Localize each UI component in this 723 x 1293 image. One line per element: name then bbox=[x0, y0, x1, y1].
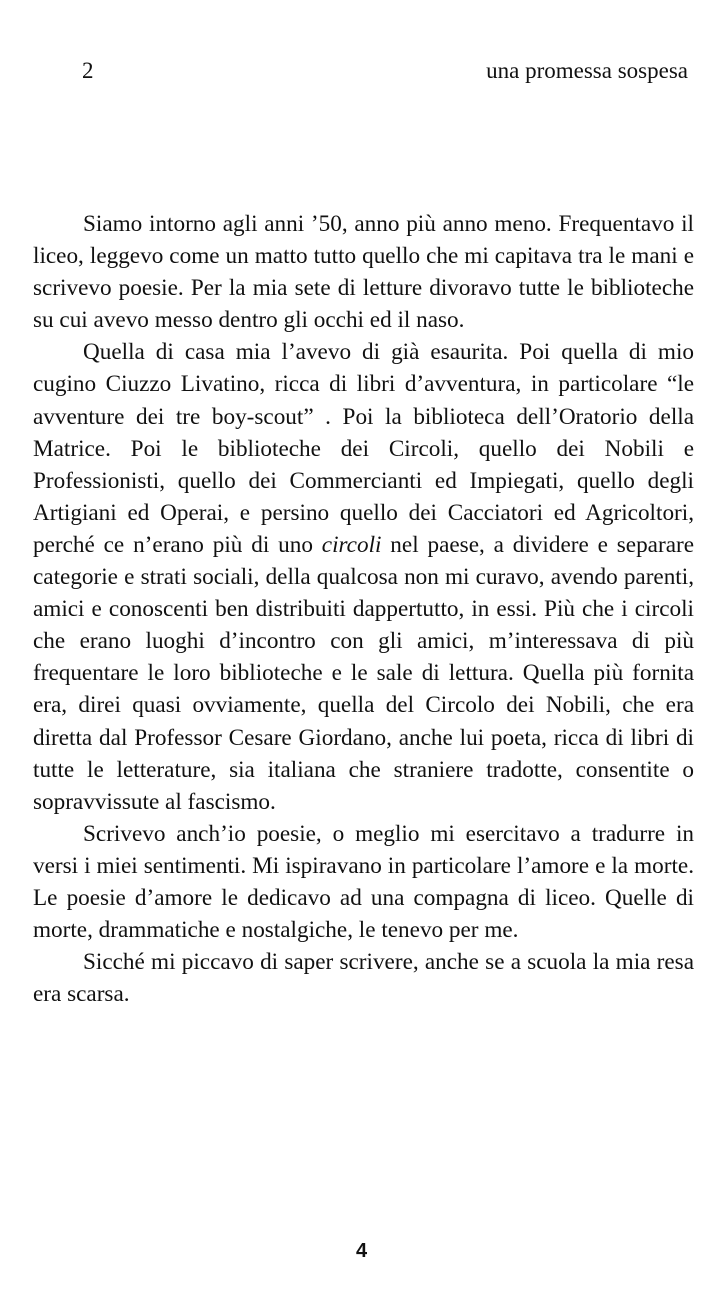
folio-page-number: 4 bbox=[355, 1240, 368, 1262]
paragraph-3: Scrivevo anch’io poesie, o meglio mi esercitavo a tradurre in versi i miei sentimenti. Mi ispiravano in particolare l’amore e la morte. Le poesie d’amore le dedicavo ad una compagna di liceo. Quelle di morte, drammatiche e nostalgiche, le tenevo per me. bbox=[33, 820, 694, 944]
running-header bbox=[0, 58, 723, 94]
paragraph-2-part-2: nel paese, a dividere e separare categorie e strati sociali, della qualcosa non mi curavo, avendo parenti, amici e conoscenti ben distribuiti dappertutto, in essi. Più che i circoli che erano luoghi d’incontro con gli amici, m’interessava di più frequentare le loro biblioteche e le sale di lettura. Quella più fornita era, direi quasi ovviamente, quella del Circolo dei Nobili, che era diretta dal Professor Cesare Giordano, anche lui poeta, ricca di libri di tutte le letterature, sia italiana che straniere tradotte, consentite o sopravvissute al fascismo. bbox=[33, 531, 695, 815]
paragraph-2-part-1: Quella di casa mia l’avevo di già esaurita. Poi quella di mio cugino Ciuzzo Livatino, ricca di libri d’avventura, in particolare “le avventure dei tre boy-scout” . Poi la biblioteca dell’Oratorio della Matrice. Poi le biblioteche dei Circoli, quello dei Nobili e Professionisti, quello dei Commercianti ed Impiegati, quello degli Artigiani ed Operai, e persino quello dei Cacciatori ed Agricoltori, perché ce n’erano più di uno bbox=[33, 339, 694, 558]
italic-word-circoli: circoli bbox=[321, 531, 382, 558]
body-text bbox=[33, 208, 694, 1010]
header-book-title: una promessa sospesa bbox=[486, 58, 688, 83]
header-page-number: 2 bbox=[82, 58, 94, 83]
paragraph-4: Sicché mi piccavo di saper scrivere, anche se a scuola la mia resa era scarsa. bbox=[33, 949, 694, 1008]
paragraph-2 bbox=[33, 336, 694, 817]
paragraph-1: Siamo intorno agli anni ’50, anno più anno meno. Frequentavo il liceo, leggevo come un matto tutto quello che mi capitava tra le mani e scrivevo poesie. Per la mia sete di letture divoravo tutte le biblioteche su cui avevo messo dentro gli occhi ed il naso. bbox=[33, 211, 694, 334]
